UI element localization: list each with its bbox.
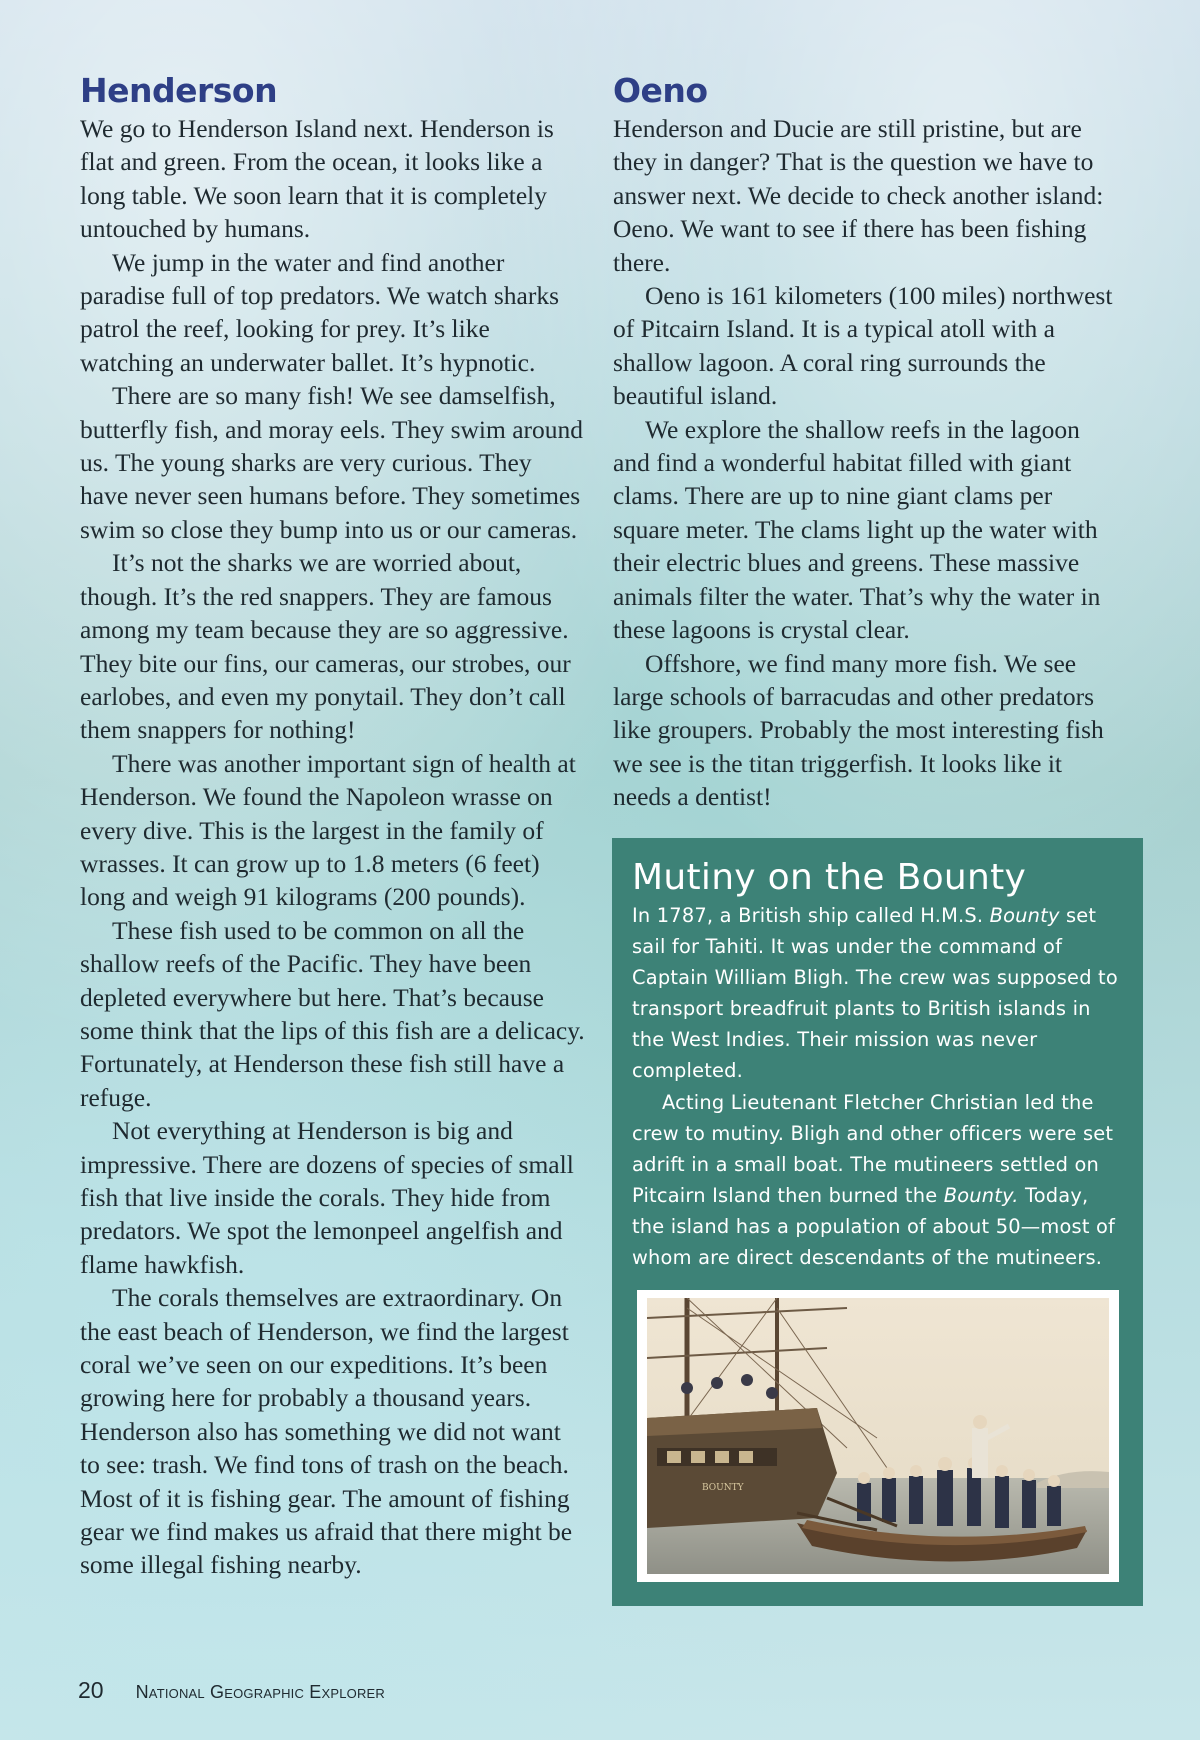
mutiny-sidebar [612,838,1143,1606]
body-paragraph: There are so many fish! We see damselfish, butterfly fish, and moray eels. They swim around us. The young sharks are very curious. They have never seen humans before. They sometimes swim so close they bump into us or our cameras. [80,381,584,544]
body-paragraph: The corals themselves are extraordinary. On the east beach of Henderson, we find the largest coral we’ve seen on our expeditions. It’s been growing here for probably a thousand years. Henderson also has something we did not want to see: trash. We find tons of trash on the beach. Most of it is fishing gear. The amount of fishing gear we find makes us afraid that there might be some illegal fishing nearby. [80,1283,573,1580]
ship-name: Bounty [989,904,1060,927]
sidebar-text: In 1787, a British ship called H.M.S. [632,904,990,927]
sidebar-paragraph [632,1087,1123,1274]
page-number: 20 [78,1677,104,1703]
bounty-painting [647,1298,1109,1574]
sidebar-title: Mutiny on the Bounty [632,857,1027,898]
page-footer [78,1677,385,1704]
body-paragraph: These fish used to be common on all the shallow reefs of the Pacific. They have been depleted everywhere but here. That’s because some think that the lips of this fish are a delicacy. Fortunately, at Henderson these fish still have a refuge. [80,915,585,1112]
body-paragraph: We explore the shallow reefs in the lagoon and find a wonderful habitat filled with giant clams. There are up to nine giant clams per square meter. The clams light up the water with their electric blues and greens. These massive animals filter the water. That’s why the water in these lagoons is crystal clear. [613,414,1101,645]
body-paragraph: Oeno is 161 kilometers (100 miles) northwest of Pitcairn Island. It is a typical atoll with a shallow lagoon. A coral ring surrounds the beautiful island. [613,281,1113,411]
sidebar-text: set sail for Tahiti. It was under the command of Captain William Bligh. The crew was supposed to transport breadfruit plants to British islands in the West Indies. Their mission was never completed. [632,904,1118,1083]
ship-name-plate: BOUNTY [702,1483,744,1493]
publication-name: National Geographic Explorer [135,1682,386,1702]
body-paragraph: It’s not the sharks we are worried about, though. It’s the red snappers. They are famous among my team because they are so aggressive. They bite our fins, our cameras, our strobes, our earlobes, and even my ponytail. They don’t call them snappers for nothing! [80,548,571,745]
sidebar-text: Acting Lieutenant Fletcher Christian led the crew to mutiny. Bligh and other officers were set adrift in a small boat. The mutineers settled on Pitcairn Island then burned the [632,1090,1114,1207]
body-paragraph: There was another important sign of health at Henderson. We found the Napoleon wrasse on every dive. This is the largest in the family of wrasses. It can grow up to 1.8 meters (6 feet) long and weigh 91 kilograms (200 pounds). [80,748,576,912]
henderson-heading: Henderson [80,71,278,110]
body-paragraph: Not everything at Henderson is big and impressive. There are dozens of species of small fish that live inside the corals. They hide from predators. We spot the lemonpeel angelfish and flame hawkfish. [80,1116,574,1279]
body-paragraph: We jump in the water and find another paradise full of top predators. We watch sharks patrol the reef, looking for prey. It’s like watching an underwater ballet. It’s hypnotic. [80,247,559,377]
bounty-painting-frame [637,1290,1119,1582]
body-paragraph: We go to Henderson Island next. Henderson is flat and green. From the ocean, it looks like a long table. We soon learn that it is completely untouched by humans. [80,114,554,244]
oeno-section [613,70,1123,814]
body-paragraph: Offshore, we find many more fish. We see large schools of barracudas and other predators like groupers. Probably the most interesting fish we see is the titan triggerfish. It looks like it needs a dentist! [613,648,1104,812]
ship-name: Bounty. [943,1183,1019,1207]
oeno-heading: Oeno [613,71,708,110]
sidebar-paragraph [632,900,1123,1087]
body-paragraph: Henderson and Ducie are still pristine, but are they in danger? That is the question we have to answer next. We decide to check another island: Oeno. We want to see if there has been fishing there. [613,114,1104,277]
sidebar-text: Today, the island has a population of about 50—most of whom are direct descendants of the mutineers. [632,1183,1116,1270]
henderson-section [80,70,586,1582]
